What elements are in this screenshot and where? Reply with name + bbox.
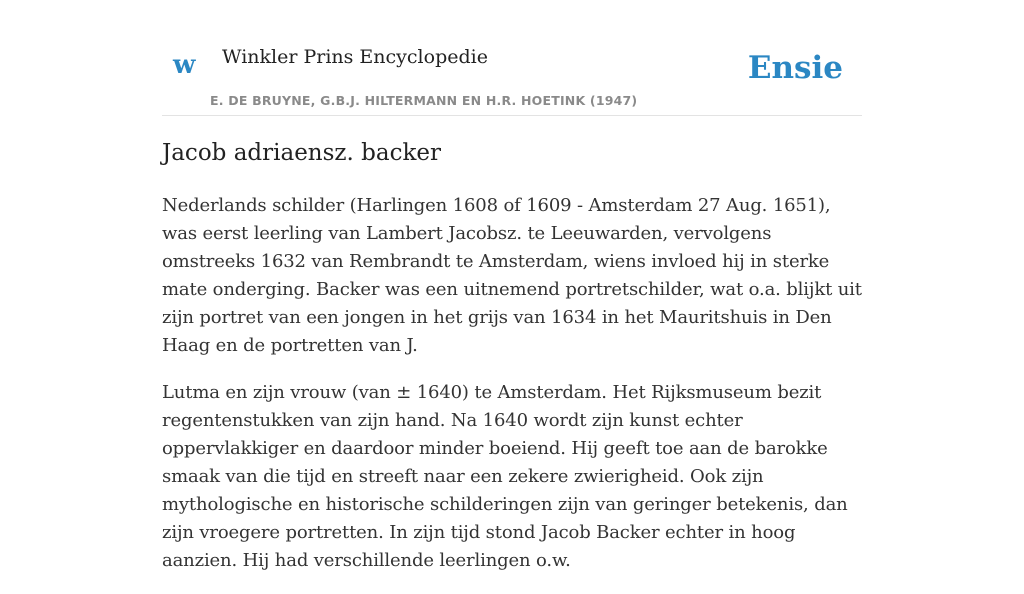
article-body xyxy=(162,192,864,594)
article-paragraph-2: Lutma en zijn vrouw (van ± 1640) te Amsterdam. Het Rijksmuseum bezit regentenstukken van zijn hand. Na 1640 wordt zijn kunst echter oppervlakkiger en daardoor minder boeiend. Hij geeft toe aan de barokke smaak van die tijd en streeft naar een zekere zwierigheid. Ook zijn mythologische en historische schilderingen zijn van geringer betekenis, dan zijn vroegere portretten. In zijn tijd stond Jacob Backer echter in hoog aanzien. Hij had verschillende leerlingen o.w. xyxy=(162,382,848,571)
publication-title[interactable]: Winkler Prins Encyclopedie xyxy=(222,46,488,68)
ensie-brand-logo[interactable]: Ensie xyxy=(747,50,843,86)
publication-authors: E. DE BRUYNE, G.B.J. HILTERMANN EN H.R. HOETINK (1947) xyxy=(210,93,638,108)
publication-header xyxy=(162,0,862,116)
article-paragraph-1: Nederlands schilder (Harlingen 1608 of 1609 - Amsterdam 27 Aug. 1651), was eerst leerling van Lambert Jacobsz. te Leeuwarden, vervolgens omstreeks 1632 van Rembrandt te Amsterdam, wiens invloed hij in sterke mate onderging. Backer was een uitnemend portretschilder, wat o.a. blijkt uit zijn portret van een jongen in het grijs van 1634 in het Mauritshuis in Den Haag en de portretten van J. xyxy=(162,195,862,356)
article-title: Jacob adriaensz. backer xyxy=(162,140,442,166)
publication-logo[interactable]: w xyxy=(173,50,196,80)
